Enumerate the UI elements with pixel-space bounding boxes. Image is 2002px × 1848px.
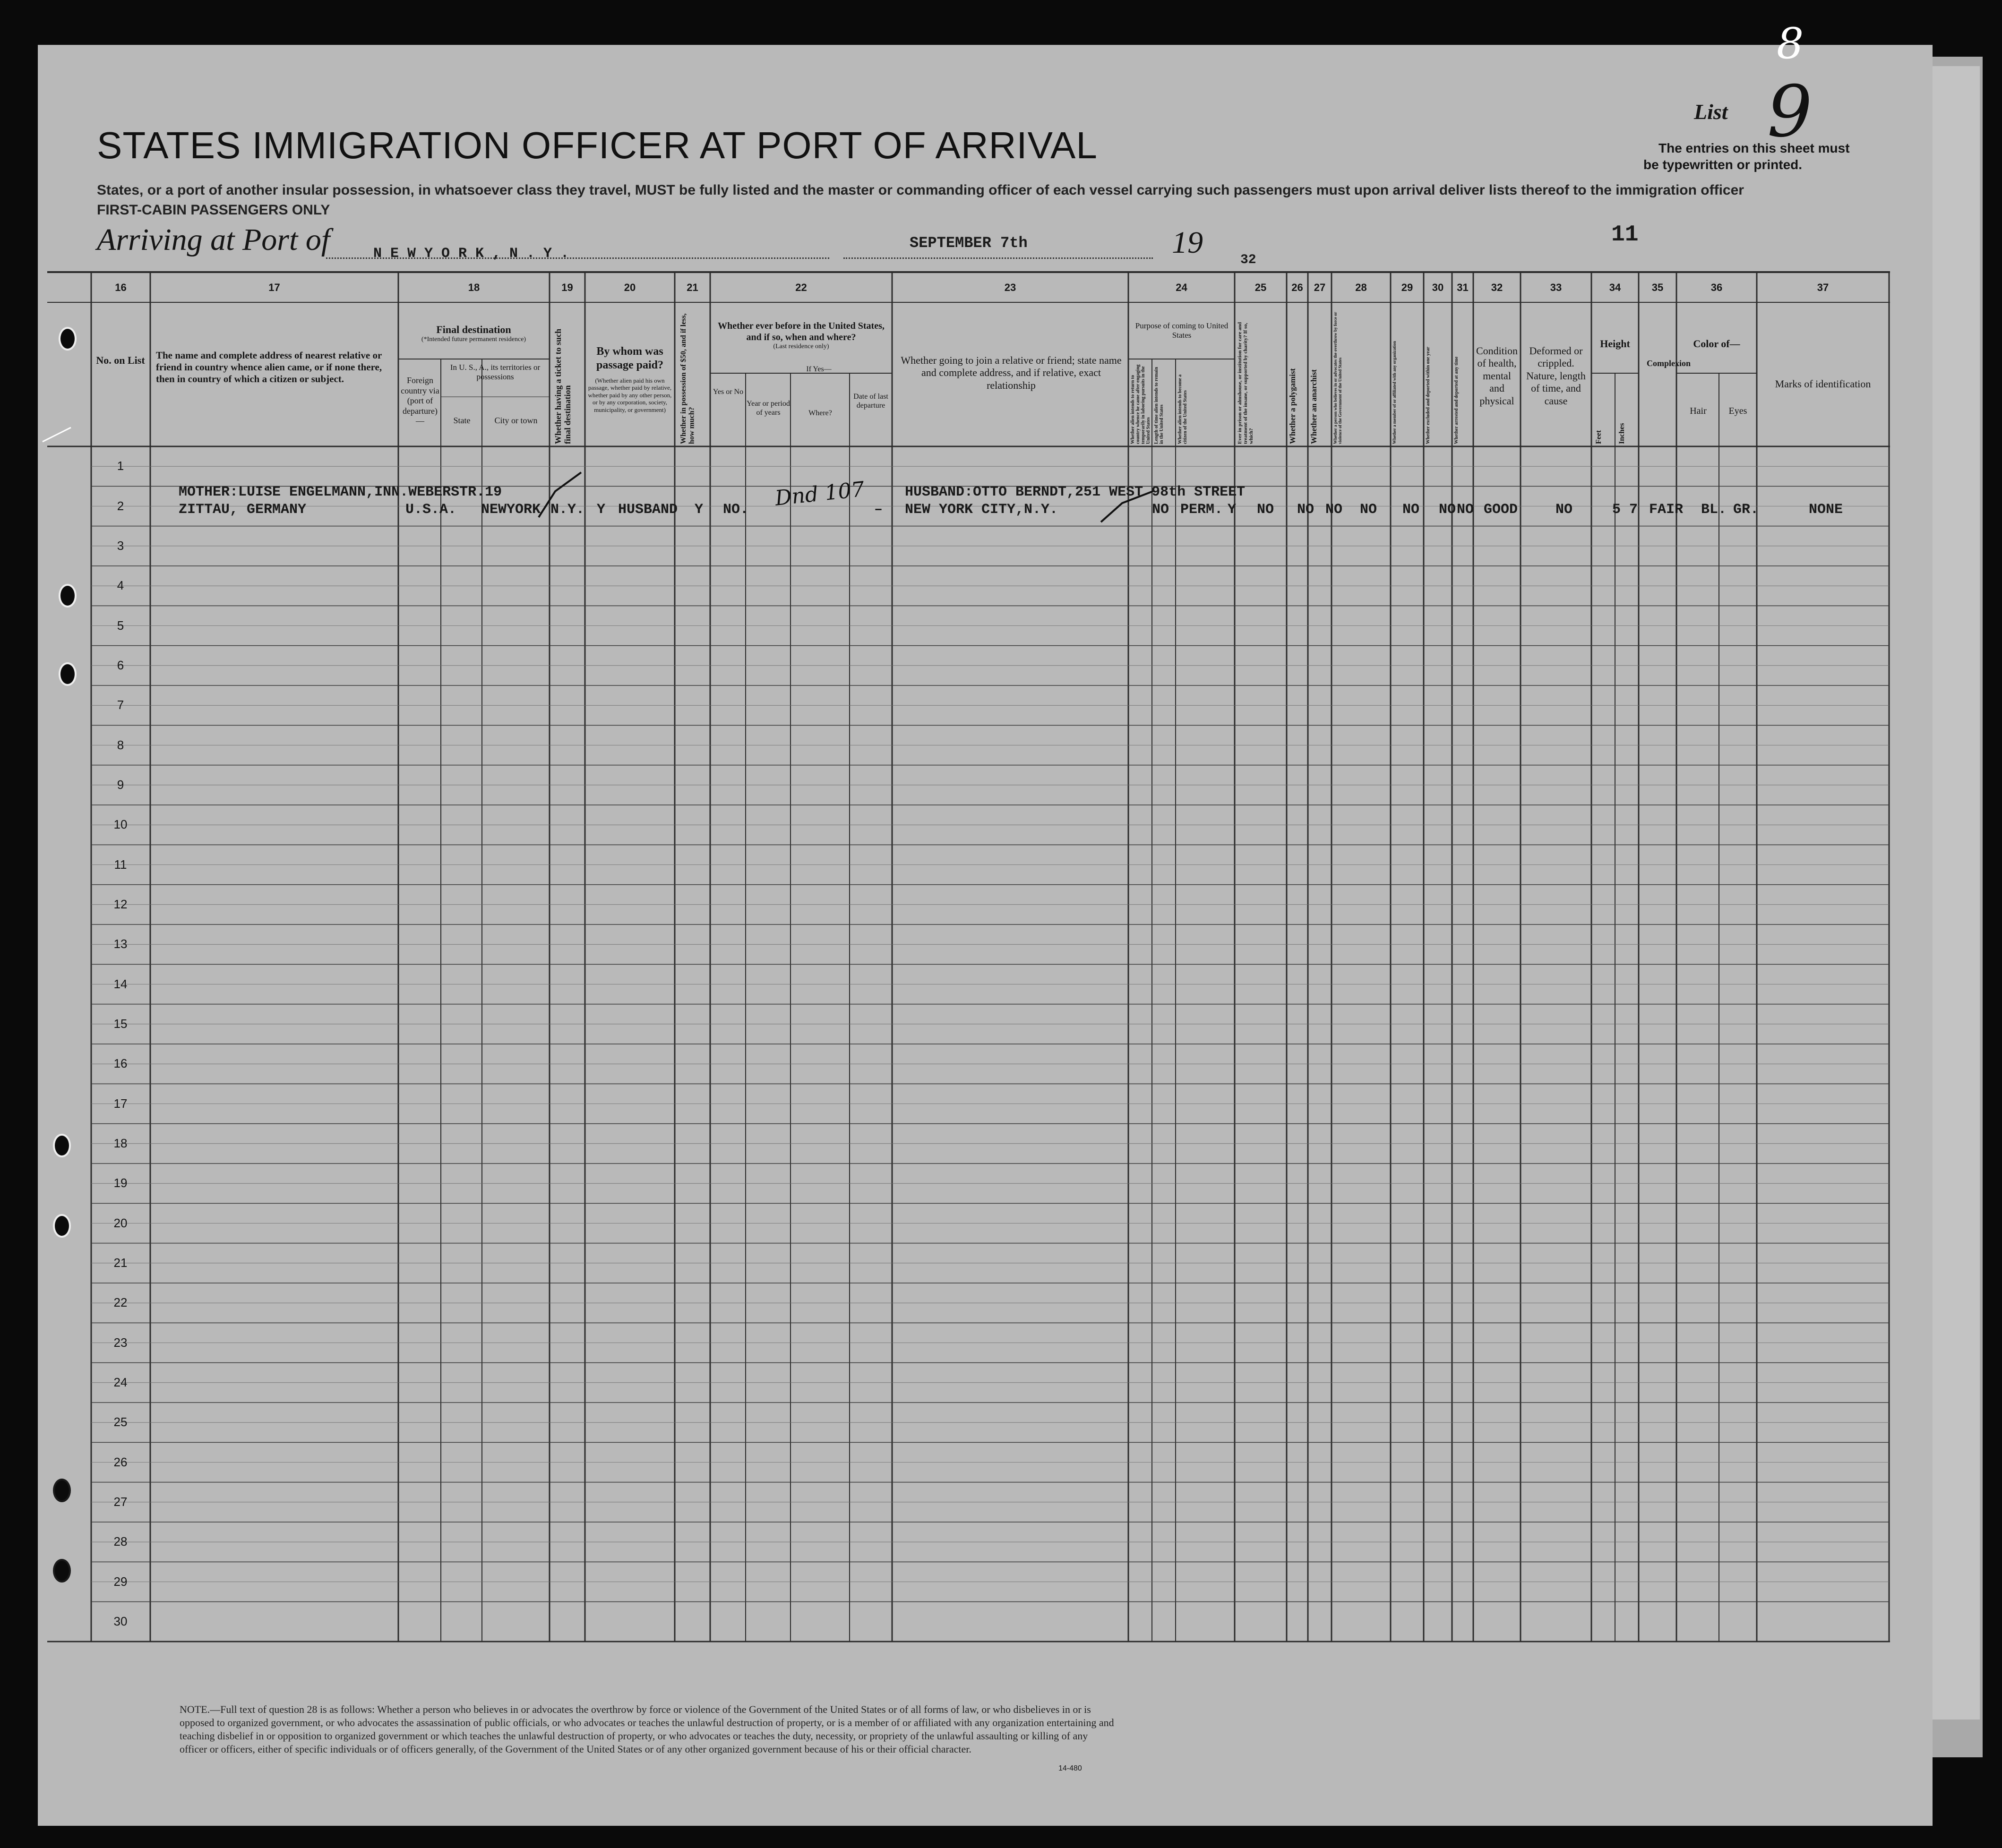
column-number: 21 — [687, 282, 698, 293]
intro-text: States, or a port of another insular possession, in whatsoever class they travel, MUST be fully listed and the master or commanding officer of each vessel carrying such passengers must upon arrival deliver lists thereof to the immigration officer — [97, 182, 1744, 198]
column-number: 23 — [1004, 282, 1016, 293]
header-col-24: Purpose of coming to United States — [1135, 321, 1229, 340]
form-code: 14-480 — [1058, 1764, 1082, 1772]
header-col-34-inches: Inches — [1618, 423, 1626, 444]
column-number: 25 — [1254, 282, 1267, 293]
ever-before-handwritten: Dnd 107 — [773, 477, 866, 511]
citizen-value: Y — [1228, 502, 1237, 518]
year-value: 32 — [1240, 253, 1256, 267]
row-number: 9 — [117, 777, 124, 792]
header-col-24c: Whether alien intends to become a citizen of the United States — [1177, 374, 1188, 444]
year-prefix: 19 — [1172, 225, 1203, 260]
header-col-17: The name and complete address of nearest relative or friend in country whence alien came, or if none there, then in country of which a citizen or subject. — [156, 350, 382, 385]
header-col-36: Color of— — [1693, 338, 1740, 350]
header-col-27: Whether an anarchist — [1309, 369, 1318, 444]
row-number: 7 — [117, 698, 124, 712]
header-col-22-period: Year or period of years — [747, 400, 790, 417]
column-number: 30 — [1432, 282, 1444, 293]
page-title: STATES IMMIGRATION OFFICER AT PORT OF ARRIVAL — [97, 124, 1098, 166]
row-number: 1 — [117, 459, 124, 473]
header-col-22-date: Date of last departure — [853, 393, 888, 410]
column-number: 31 — [1457, 282, 1469, 293]
row-number: 2 — [117, 498, 124, 513]
row-number: 23 — [113, 1335, 128, 1350]
row-number: 26 — [113, 1454, 128, 1469]
row-number: 13 — [113, 937, 128, 951]
column-number: 24 — [1176, 282, 1187, 293]
row-number: 4 — [117, 578, 124, 593]
last-departure-value: – — [874, 502, 883, 518]
row-number: 25 — [113, 1415, 128, 1429]
arrested-value: NO — [1457, 502, 1474, 518]
header-col-36-hair: Hair — [1690, 406, 1707, 416]
foreign-country: U.S.A. — [405, 502, 457, 518]
row-number: 24 — [113, 1375, 128, 1389]
header-col-37: Marks of identification — [1775, 378, 1871, 390]
health-value: GOOD — [1484, 502, 1518, 518]
polygamist-value: NO — [1297, 502, 1315, 518]
header-col-35: Complexion — [1647, 359, 1691, 368]
header-col-31: Whether arrested and deported at any time — [1454, 356, 1459, 444]
row-number: 18 — [113, 1136, 128, 1150]
header-col-33: Deformed or crippled. Nature, length of time, and cause — [1526, 345, 1586, 407]
row-number: 11 — [114, 857, 127, 872]
typewritten-note: be typewritten or printed. — [1643, 157, 1803, 172]
anarchist-value: NO — [1325, 502, 1343, 518]
header-col-36-eyes: Eyes — [1728, 406, 1747, 416]
header-col-30: Whether excluded and deported within one year — [1426, 347, 1431, 444]
destination-state: N.Y. — [550, 502, 585, 518]
row-number: 10 — [113, 817, 128, 832]
column-number: 28 — [1355, 282, 1367, 293]
header-col-26: Whether a polygamist — [1288, 368, 1297, 444]
relative-address: MOTHER:LUISE ENGELMANN,INN.WEBERSTR.19 — [179, 484, 502, 500]
row-number: 16 — [113, 1056, 128, 1071]
header-col-23: Whether going to join a relative or friend; state name and complete address, and if relative, exact relationship — [901, 354, 1122, 391]
row-number: 3 — [117, 538, 124, 553]
header-col-32: Condition of health, mental and physical — [1476, 345, 1518, 407]
port-value: N E W Y O R K , N . Y . — [373, 246, 569, 262]
header-col-18-foreign: Foreign country via (port of departure)— — [401, 376, 439, 426]
temp-value: NO — [1152, 502, 1169, 518]
header-col-18-city: City or town — [494, 416, 538, 425]
column-number: 26 — [1291, 282, 1303, 293]
complexion-value: FAIR — [1649, 502, 1684, 518]
header-col-34: Height — [1600, 338, 1630, 350]
row-number: 19 — [113, 1176, 128, 1190]
prison-value: NO — [1257, 502, 1274, 518]
column-number: 34 — [1609, 282, 1621, 293]
row-number: 17 — [113, 1096, 128, 1111]
list-number: 9 — [1767, 71, 1813, 153]
column-number: 19 — [561, 282, 573, 293]
has-fifty-value: Y — [695, 502, 704, 518]
date-value: SEPTEMBER 7th — [910, 234, 1028, 252]
header-col-22-where: Where? — [808, 409, 832, 417]
column-number: 20 — [624, 282, 636, 293]
header-col-22-ifyes: If Yes— — [806, 365, 832, 373]
join-relative: HUSBAND:OTTO BERNDT,251 WEST 98th STREET — [905, 484, 1246, 500]
column-number: 16 — [115, 282, 127, 293]
column-number: 36 — [1710, 282, 1723, 293]
header-col-18-state: State — [453, 416, 471, 425]
header-col-24b: Length of time alien intends to remain in the United States — [1154, 367, 1164, 444]
sheet-number: 11 — [1611, 222, 1639, 248]
header-col-19: Whether having a ticket to such final destination — [553, 328, 572, 444]
header-col-28: Whether a person who believes in or advocates the overthrow by force or violence of the Government of the United States — [1333, 312, 1342, 444]
row-number: 12 — [113, 897, 128, 911]
column-number: 35 — [1651, 282, 1664, 293]
column-number: 29 — [1401, 282, 1413, 293]
header-col-18: Final destination (*Intended future permanent residence) — [421, 324, 526, 343]
row-number: 20 — [113, 1215, 128, 1230]
row-number: 15 — [113, 1016, 128, 1031]
height-inches-value: 7 — [1629, 502, 1638, 518]
row-number: 27 — [113, 1494, 128, 1509]
header-col-29: Whether a member of or affiliated with any organization — [1392, 341, 1397, 444]
column-number: 32 — [1491, 282, 1503, 293]
header-col-22-yesno: Yes or No — [713, 388, 744, 396]
column-number: 18 — [468, 282, 480, 293]
header-col-24a: Whether alien intends to return to country whence he came after engaging temporarily in laboring pursuits in the United States — [1130, 364, 1151, 444]
corner-mark: 8 — [1777, 19, 1804, 68]
footer-note: NOTE.—Full text of question 28 is as follows: Whether a person who believes in or advocates the overthrow by force or violence of the Government of the United States or of all forms of law, or who disbelieves in or is opposed to organized government, or who advocates the assassination of public officials, or who advocates or teaches the unlawful destruction of property, or is a member of or affiliated with any organization entertaining and teaching disbelief in or opposition to organized government or which teaches the unlawful destruction of property, or who advocates or teaches the duty, necessity, or propriety of the unlawful assaulting or killing of any officer or officers, either of specific individuals or of officers generally, of the Government of the United States or of any other organized government because of his or their official character. — [180, 1703, 1114, 1755]
header-col-18-usa: In U. S., A., its territories or possessions — [450, 363, 541, 382]
marks-value: NONE — [1809, 502, 1843, 518]
ever-before-value: NO. — [723, 502, 749, 518]
row-number: 30 — [113, 1614, 128, 1628]
height-feet-value: 5 — [1612, 502, 1621, 518]
list-label: List — [1694, 100, 1728, 124]
row-number: 8 — [117, 737, 124, 752]
row-number: 6 — [117, 658, 124, 672]
length-value: PERM. — [1180, 502, 1223, 518]
header-col-21: Whether in possession of $50, and if less, how much? — [679, 313, 696, 444]
typewritten-note: The entries on this sheet must — [1658, 141, 1850, 155]
class-label: FIRST-CABIN PASSENGERS ONLY — [97, 202, 330, 218]
excluded-value: NO — [1439, 502, 1456, 518]
row-number: 14 — [113, 976, 128, 991]
column-number: 33 — [1550, 282, 1562, 293]
column-number: 22 — [795, 282, 807, 293]
row-number: 28 — [113, 1534, 128, 1549]
header-col-16: No. on List — [96, 354, 145, 366]
column-number: 37 — [1817, 282, 1829, 293]
arriving-label: Arriving at Port of — [97, 222, 330, 257]
destination-city: NEWYORK — [481, 502, 541, 518]
overthrow-value: NO — [1360, 502, 1377, 518]
join-relative-2: NEW YORK CITY,N.Y. — [905, 502, 1058, 518]
row-number: 22 — [113, 1295, 128, 1310]
header-col-22: Whether ever before in the United States, and if so, when and where? (Last residence only) — [718, 321, 885, 350]
ticket-value: Y — [597, 502, 606, 518]
paid-by-value: HUSBAND — [618, 502, 678, 518]
eyes-value: GR. — [1733, 502, 1759, 518]
row-number: 21 — [113, 1255, 128, 1270]
row-number: 29 — [113, 1574, 128, 1589]
relative-address-2: ZITTAU, GERMANY — [179, 502, 307, 518]
member-value: NO — [1402, 502, 1420, 518]
column-number: 27 — [1314, 282, 1326, 293]
column-number: 17 — [268, 282, 280, 293]
row-number: 5 — [117, 618, 124, 633]
hair-value: BL. — [1701, 502, 1727, 518]
deformed-value: NO — [1555, 502, 1573, 518]
header-col-34-feet: Feet — [1595, 430, 1603, 444]
header-col-25: Ever in prison or almshouse, or institution for care and treatment of the insane, or supported by charity? If so, which? — [1237, 322, 1254, 444]
header-col-20: By whom was passage paid? (Whether alien paid his own passage, whether paid by relative, whether paid by any other person, or by any corporation, society, municipality, or government) — [588, 345, 672, 413]
